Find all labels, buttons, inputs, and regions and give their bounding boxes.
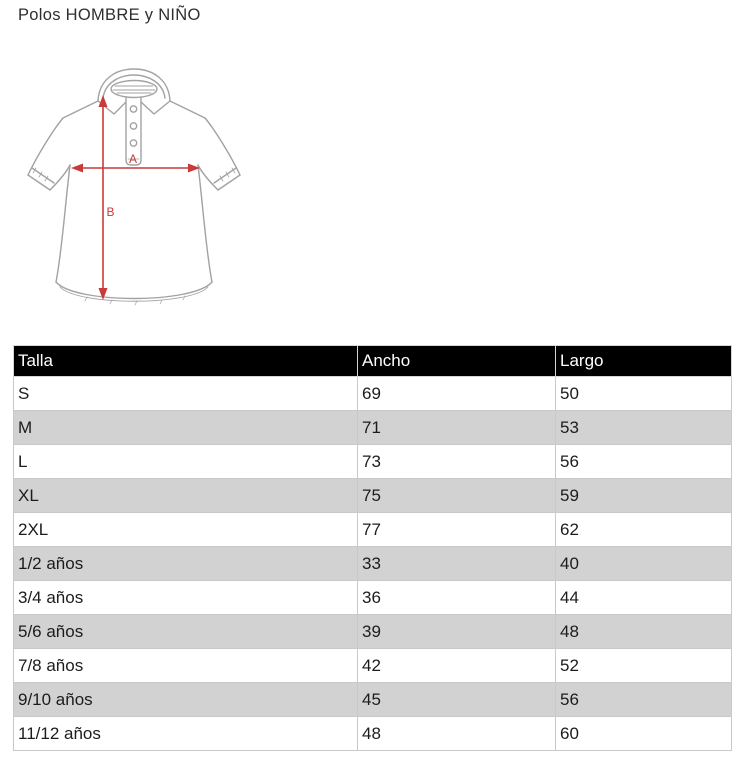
size-table	[13, 345, 732, 751]
polo-shirt-outline	[28, 69, 240, 305]
cell-talla: M	[14, 411, 358, 445]
measurement-arrows	[71, 95, 200, 300]
page-title: Polos HOMBRE y NIÑO	[18, 6, 201, 24]
header-row	[14, 346, 732, 377]
table-row	[14, 717, 732, 751]
left-shoulder-line	[63, 101, 98, 118]
hem-hatch	[85, 296, 185, 305]
table-row	[14, 411, 732, 445]
table-row	[14, 615, 732, 649]
table-row	[14, 479, 732, 513]
cell-talla: XL	[14, 479, 358, 513]
cell-largo: 48	[556, 615, 732, 649]
cell-largo: 52	[556, 649, 732, 683]
table-row	[14, 513, 732, 547]
cell-largo: 59	[556, 479, 732, 513]
cell-largo: 40	[556, 547, 732, 581]
cell-talla: 5/6 años	[14, 615, 358, 649]
cell-largo: 44	[556, 581, 732, 615]
cell-ancho: 39	[358, 615, 556, 649]
cell-ancho: 69	[358, 377, 556, 411]
cell-largo: 60	[556, 717, 732, 751]
cell-ancho: 33	[358, 547, 556, 581]
cell-talla: 3/4 años	[14, 581, 358, 615]
button-icon	[130, 123, 136, 129]
cell-ancho: 42	[358, 649, 556, 683]
cell-ancho: 36	[358, 581, 556, 615]
table-row	[14, 581, 732, 615]
right-cuff-hatch	[220, 168, 235, 181]
cell-largo: 50	[556, 377, 732, 411]
cell-talla: S	[14, 377, 358, 411]
left-sleeve-outer	[28, 118, 63, 175]
right-shoulder-line	[170, 101, 205, 118]
body-left-side	[56, 165, 70, 282]
polo-shirt-diagram	[15, 56, 245, 328]
header-talla: Talla	[14, 346, 358, 377]
cell-talla: 2XL	[14, 513, 358, 547]
header-largo: Largo	[556, 346, 732, 377]
left-cuff-hatch	[33, 168, 48, 181]
collar-right-flap	[141, 101, 170, 114]
table-row	[14, 445, 732, 479]
neck-opening	[111, 81, 157, 98]
cell-talla: L	[14, 445, 358, 479]
cell-talla: 7/8 años	[14, 649, 358, 683]
table-row	[14, 683, 732, 717]
cell-talla: 9/10 años	[14, 683, 358, 717]
button-icon	[130, 140, 136, 146]
cell-talla: 11/12 años	[14, 717, 358, 751]
cell-ancho: 48	[358, 717, 556, 751]
length-arrow-label: B	[106, 205, 115, 219]
table-row	[14, 649, 732, 683]
width-arrow-label: A	[128, 152, 138, 166]
right-sleeve-outer	[205, 118, 240, 175]
cell-largo: 56	[556, 683, 732, 717]
neck-opening-hatch	[113, 86, 155, 93]
cell-ancho: 45	[358, 683, 556, 717]
cell-largo: 53	[556, 411, 732, 445]
body-right-side	[198, 165, 212, 282]
cell-largo: 62	[556, 513, 732, 547]
length-arrow	[99, 95, 108, 300]
button-icon	[130, 106, 136, 112]
table-row	[14, 377, 732, 411]
cell-ancho: 75	[358, 479, 556, 513]
table-row	[14, 547, 732, 581]
cell-ancho: 77	[358, 513, 556, 547]
cell-talla: 1/2 años	[14, 547, 358, 581]
size-table-body	[14, 377, 732, 751]
size-table-header	[14, 346, 732, 377]
cell-largo: 56	[556, 445, 732, 479]
cell-ancho: 73	[358, 445, 556, 479]
cell-ancho: 71	[358, 411, 556, 445]
header-ancho: Ancho	[358, 346, 556, 377]
